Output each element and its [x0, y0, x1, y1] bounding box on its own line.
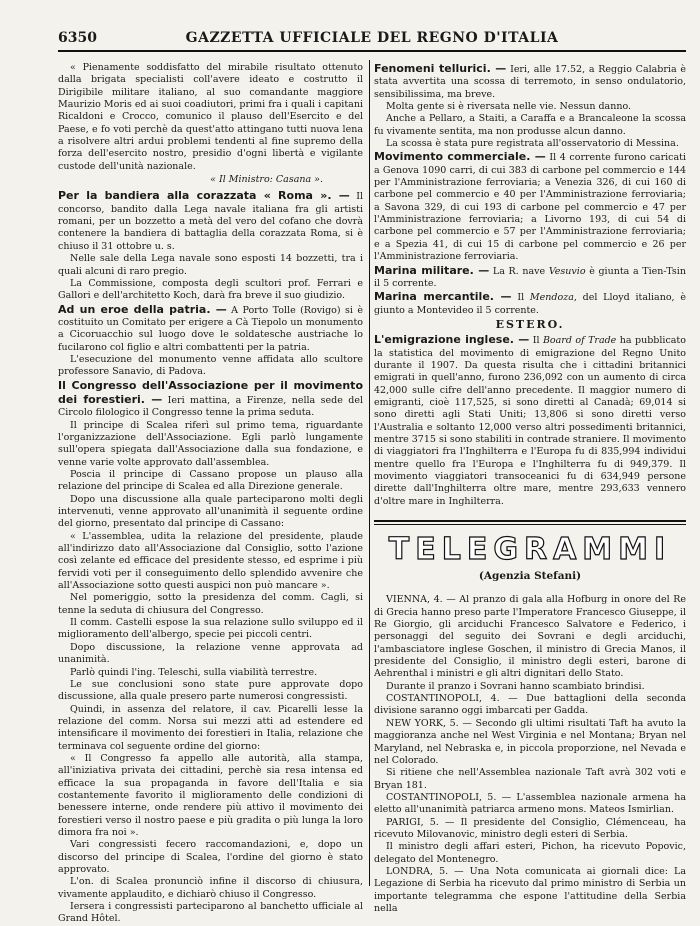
article-heading: Per la bandiera alla corazzata « Roma ». — [58, 189, 350, 203]
article: Per la bandiera alla corazzata « Roma ». — Il concorso, bandito dalla Lega navale italiana fra gli artisti romani, per un bozzetto a metà del vero del cofano che dovrà contenere la bandiera di battaglia della corazzata Roma, si è chiuso il 31 ottobre u. s. [58, 189, 363, 252]
signature: « Il Ministro: Casana ». [210, 174, 323, 186]
header-rule [58, 50, 686, 52]
right-column [374, 62, 687, 914]
paragraph: Nelle sale della Lega navale sono esposti 14 bozzetti, tra i quali alcuni di raro pregio. [58, 253, 363, 277]
paragraph: La scossa è stata pure registrata all'osservatorio di Messina. [386, 138, 679, 150]
telegram: VIENNA, 4. — Al pranzo di gala alla Hofburg in onore del Re di Grecia hanno preso parte l'Imperatore Francesco Giuseppe, il Re Giorgio, gli arciduchi Francesco Salvatore e Federico, i personaggi del seguito dei Sovrani e degli arciduchi, l'ambasciatore inglese Goschen, il ministro di Grecia Manos, il presidente del Consiglio, il ministro degli esteri, barone di Aehrenthal i ministri e gli altri dignitari dello Stato. [374, 594, 686, 680]
article: Il Congresso dell'Associazione per il movimento dei forestieri. — Ieri mattina, a Firenze, nella sede del Circolo filologico il Congresso tenne la prima seduta. [58, 378, 363, 419]
paragraph: Iersera i congressisti parteciparono al banchetto ufficiale al Grand Hôtel. [58, 901, 363, 925]
article-heading: Marina mercantile. — [374, 290, 512, 304]
paragraph: Il comm. Castelli espose la sua relazione sullo sviluppo ed il miglioramento dell'albergo, specie pei piccoli centri. [58, 617, 363, 641]
paragraph: Vari congressisti fecero raccomandazioni, e, dopo un discorso del principe di Scalea, l'ordine del giorno è stato approvato. [58, 839, 363, 875]
paragraph: « Pienamente soddisfatto del mirabile risultato ottenuto dalla brigata specialisti coll'avere ideato e costrutto il Dirigibile militare italiano, al suo comandante maggiore Maurizio Moris ed ai suoi coadiutori, primi fra i quali i capitani Ricaldoni e Crocco, comunico il plauso dell'Esercito e del Paese, e fo voti perchè da quest'atto attingano tutti nuova lena a risolvere altri ardui problemi tendenti al fine supremo della forza dell'esercito nostro, presidio d'ogni libertà e vigilante custode dell'unità nazionale. [58, 62, 363, 172]
article: Movimento commerciale. — Il 4 corrente furono caricati a Genova 1090 carri, di cui 383 di carbone pel commercio e 144 per l'Amministrazione ferroviaria; a Venezia 326, di cui 160 di carbone pel commercio e 40 per l'Amministrazione ferroviaria; a Savona 329, di cui 193 di carbone pel commercio e 47 per l'Amministrazione ferroviaria; a Livorno 193, di cui 54 di carbone pel commercio e 57 per l'Amministrazione ferroviaria; e a Spezia 41, di cui 15 di carbone pel commercio e 26 per l'Amministrazione ferroviaria. [374, 150, 687, 263]
telegram: Si ritiene che nell'Assemblea nazionale Taft avrà 302 voti e Bryan 181. [374, 767, 686, 791]
paragraph: Poscia il principe di Cassano propose un plauso alla relazione del principe di Scalea ed alla Direzione generale. [58, 469, 363, 493]
paragraph: Nel pomeriggio, sotto la presidenza del comm. Cagli, si tenne la seduta di chiusura del Congresso. [58, 592, 363, 616]
article-heading: Il Congresso dell'Associazione per il movimento dei forestieri. — [58, 378, 363, 406]
paragraph: Il principe di Scalea riferì sul primo tema, riguardante l'organizzazione dell'Associazione. Egli parlò lungamente sull'opera spiegata dall'Associazione dalla sua fondazione, e venne varie volte approvato dall'assemblea. [58, 419, 363, 468]
paragraph: L'esecuzione del monumento venne affidata allo scultore professore Sanavio, di Padova. [58, 353, 363, 378]
section-divider [374, 520, 686, 525]
article-heading: Ad un eroe della patria. — [58, 302, 227, 316]
article: Marina militare. — La R. nave Vesuvio è giunta a Tien-Tsin il 5 corrente. [374, 263, 686, 289]
telegrammi-subtitle: (Agenzia Stefani) [478, 570, 582, 583]
paragraph: Quindi, in assenza del relatore, il cav. Picarelli lesse la relazione del comm. Norsa sui mezzi atti ad estendere ed intensificare il movimento dei forestieri in Italia, relazione che terminava col seguente ordine del giorno: [58, 703, 363, 752]
paragraph: Dopo una discussione alla quale parteciparono molti degli intervenuti, venne approvato all'unanimità il seguente ordine del giorno, presentato dal principe di Cassano: [58, 493, 363, 530]
paragraph: Parlò quindi l'ing. Teleschi, sulla viabilità terrestre. [70, 666, 318, 678]
telegram: LONDRA, 5. — Una Nota comunicata ai giornali dice: La Legazione di Serbia ha ricevuto dal primo ministro di Serbia un importante telegramma che espone l'attitudine della Serbia nella [374, 865, 686, 914]
article-heading: Movimento commerciale. — [374, 150, 546, 164]
article-heading: Fenomeni tellurici. — [374, 62, 507, 75]
article: Ad un eroe della patria. — A Porto Tolle (Rovigo) si è costituito un Comitato per erigere a Cà Tiepolo un monumento a Cicoruacchio sul luogo dove le soldatesche austriache lo fucilarono col figlio e altri combattenti per la patria. [58, 302, 363, 353]
page-number: 6350 [58, 30, 97, 46]
telegram: Durante il pranzo i Sovrani hanno scambiato brindisi. [386, 680, 645, 692]
article-heading: L'emigrazione inglese. — [374, 333, 530, 347]
paragraph: Anche a Pellaro, a Staiti, a Caraffa e a Brancaleone la scossa fu vivamente sentita, ma non produsse alcun danno. [374, 113, 686, 137]
paragraph: « L'assemblea, udita la relazione del presidente, plaude all'indirizzo dato all'Associazione dal Consiglio, sotto l'azione così zelante ed efficace del presidente stesso, ed esprime i più fervidi voti per il conseguimento dello splendido avvenire che all'Associazione sotto questi auspici non può mancare ». [58, 530, 363, 592]
article-heading: Marina militare. — [374, 263, 490, 277]
page-header [58, 30, 686, 50]
article: Fenomeni tellurici. — Ieri, alle 17.52, a Reggio Calabria è stata avvertita una scossa di terremoto, in senso ondulatorio, sensibilissima, ma breve. [374, 62, 686, 100]
paragraph: La Commissione, composta degli scultori prof. Ferrari e Gallori e dell'architetto Koch, darà fra breve il suo giudizio. [58, 277, 363, 302]
telegram: NEW YORK, 5. — Secondo gli ultimi risultati Taft ha avuto la maggioranza anche nel West Virginia e nel Montana; Bryan nel Maryland, nel Nebraska e, in piccola proporzione, nel Nevada e nel Colorado. [374, 717, 686, 766]
article: Marina mercantile. — Il Mendoza, del Lloyd italiano, è giunto a Montevideo il 5 corrente. [374, 290, 686, 316]
paragraph: Molta gente si è riversata nelle vie. Nessun danno. [386, 101, 632, 113]
telegram: COSTANTINOPOLI, 4. — Due battaglioni della seconda divisione saranno oggi imbarcati per Gadda. [374, 693, 686, 717]
left-column [58, 62, 363, 925]
column-rule [369, 60, 370, 886]
article: L'emigrazione inglese. — Il Board of Trade ha pubblicato la statistica del movimento di emigrazione del Regno Unito durante il 1907. Da questa risulta che i cittadini britannici emigrati in quell'anno, furono 236,092 con un aumento di circa 42,000 sulle cifre dell'anno precedente. Il maggior numero di emigranti, cioè 117,525, si sono diretti al Canadà; 69,014 si sono diretti agli Stati Uniti; 13,806 si sono diretti verso l'Australia e soltanto 12,000 verso altri possedimenti britannici, mentre 3715 si sono stabiliti in contrade straniere. Il movimento di viaggiatori fra l'Inghilterra e l'Europa fu di 835,994 individui mentre quello fra l'Europa e l'Inghilterra fu di 949,379. Il movimento viaggiatori transoceanici fu di 634,949 persone dirette dall'Inghilterra oltre mare, mentre 293,633 vennero d'oltre mare in Inghilterra. [374, 333, 686, 507]
paragraph: « Il Congresso fa appello alle autorità, alla stampa, all'iniziativa privata dei cittadini, perchè sia resa intensa ed efficace la sua propaganda in favore dell'Italia e sia costantemente favorito il miglioramento delle condizioni di benessere interne, onde rendere più attivo il movimento dei forestieri verso il nostro paese e più gradita o più lunga la loro dimora fra noi ». [58, 752, 363, 838]
telegram: Il ministro degli affari esteri, Pichon, ha ricevuto Popovic, delegato del Montenegro. [374, 841, 686, 865]
running-title: GAZZETTA UFFICIALE DEL REGNO D'ITALIA [185, 30, 559, 46]
paragraph: Le sue conclusioni sono state pure approvate dopo discussione, alla quale presero parte numerosi congressisti. [58, 678, 363, 703]
telegram: COSTANTINOPOLI, 5. — L'assemblea nazionale armena ha eletto all'unanimità patriarca armeno mons. Mateos Ismirlian. [374, 791, 686, 816]
telegram: PARIGI, 5. — Il presidente del Consiglio, Clémenceau, ha ricevuto Milovanovic, ministro degli esteri di Serbia. [374, 816, 686, 840]
paragraph: Dopo discussione, la relazione venne approvata ad unanimità. [58, 641, 363, 666]
paragraph: L'on. di Scalea pronunciò infine il discorso di chiusura, vivamente applaudito, e dichiarò chiuso il Congresso. [58, 876, 363, 900]
telegrammi-title: TELEGRAMMI [388, 532, 672, 568]
section-heading-estero: ESTERO. [495, 317, 565, 331]
